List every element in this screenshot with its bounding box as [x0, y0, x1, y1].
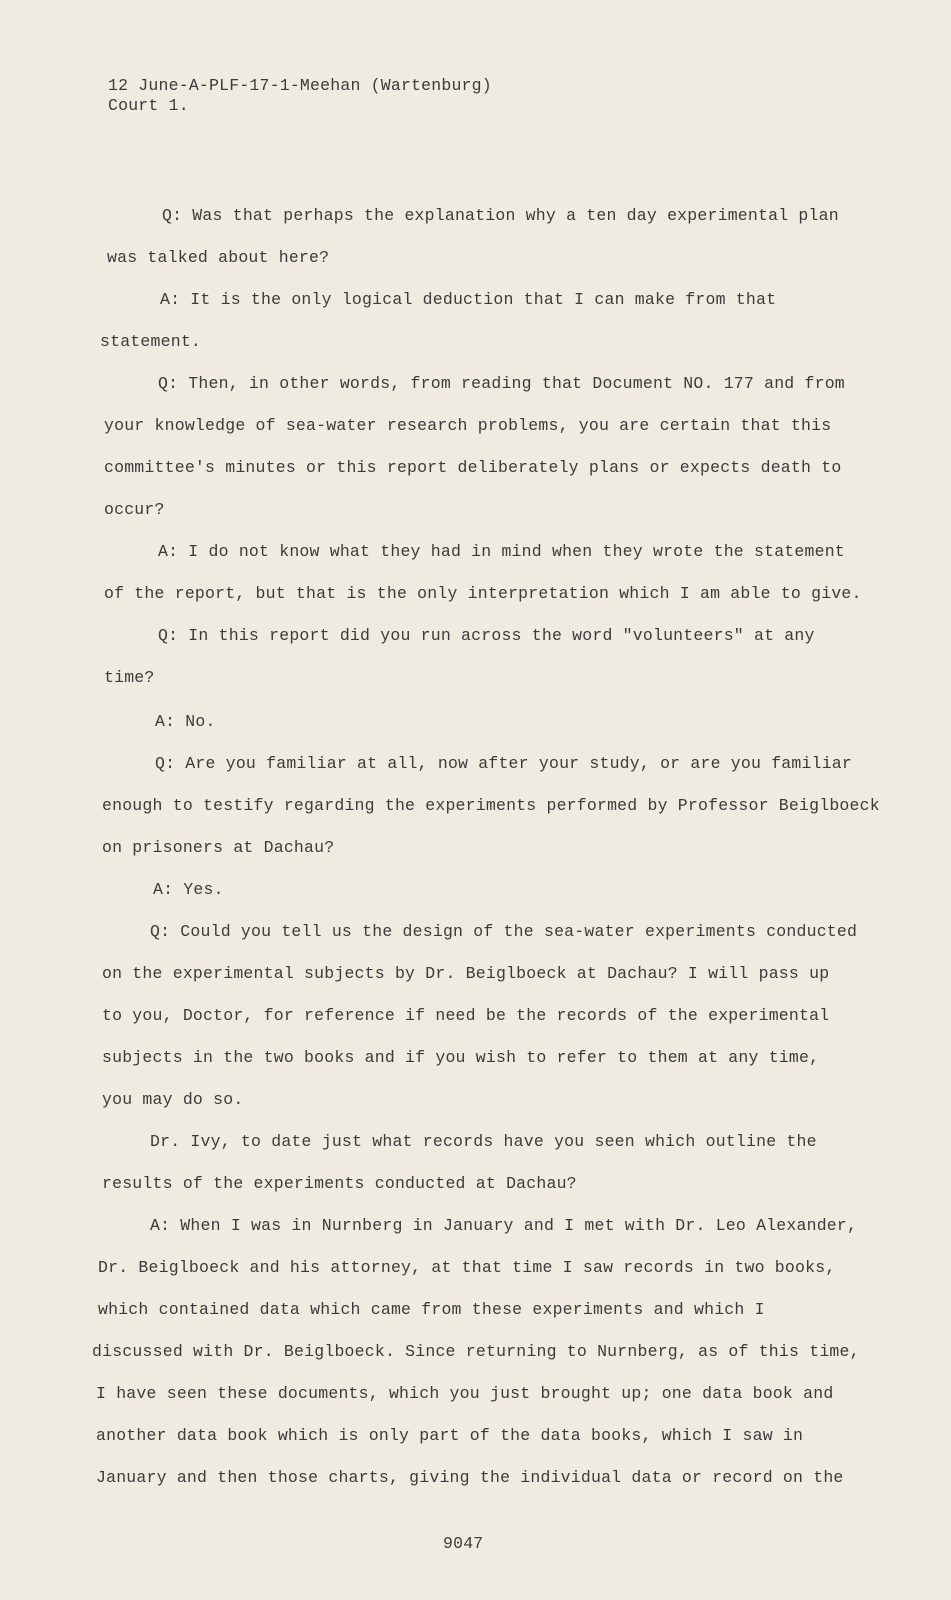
transcript-line: I have seen these documents, which you just brought up; one data book and [96, 1384, 834, 1403]
transcript-line: A: No. [155, 712, 216, 731]
transcript-line: another data book which is only part of the data books, which I saw in [96, 1426, 804, 1445]
transcript-line: A: I do not know what they had in mind when they wrote the statement [158, 542, 845, 561]
transcript-line: A: Yes. [153, 880, 224, 899]
transcript-line: A: It is the only logical deduction that I can make from that [160, 290, 777, 309]
transcript-line: Q: Then, in other words, from reading that Document NO. 177 and from [158, 374, 845, 393]
transcript-line: committee's minutes or this report deliberately plans or expects death to [104, 458, 842, 477]
transcript-line: on prisoners at Dachau? [102, 838, 335, 857]
transcript-line: of the report, but that is the only interpretation which I am able to give. [104, 584, 862, 603]
transcript-line: to you, Doctor, for reference if need be the records of the experimental [102, 1006, 830, 1025]
transcript-line: A: When I was in Nurnberg in January and I met with Dr. Leo Alexander, [150, 1216, 858, 1235]
header-court: Court 1. [108, 96, 189, 115]
transcript-line: your knowledge of sea-water research problems, you are certain that this [104, 416, 832, 435]
transcript-line: January and then those charts, giving the individual data or record on the [96, 1468, 844, 1487]
transcript-line: Q: Could you tell us the design of the sea-water experiments conducted [150, 922, 858, 941]
page-number: 9047 [443, 1534, 484, 1553]
transcript-line: was talked about here? [107, 248, 330, 267]
transcript-line: Q: Was that perhaps the explanation why a ten day experimental plan [162, 206, 839, 225]
transcript-line: enough to testify regarding the experiments performed by Professor Beiglboeck [102, 796, 880, 815]
transcript-line: discussed with Dr. Beiglboeck. Since returning to Nurnberg, as of this time, [92, 1342, 860, 1361]
transcript-line: Dr. Beiglboeck and his attorney, at that time I saw records in two books, [98, 1258, 836, 1277]
transcript-line: Q: In this report did you run across the word "volunteers" at any [158, 626, 815, 645]
transcript-line: on the experimental subjects by Dr. Beiglboeck at Dachau? I will pass up [102, 964, 830, 983]
transcript-line: Dr. Ivy, to date just what records have you seen which outline the [150, 1132, 817, 1151]
transcript-line: subjects in the two books and if you wish to refer to them at any time, [102, 1048, 820, 1067]
transcript-line: Q: Are you familiar at all, now after your study, or are you familiar [155, 754, 853, 773]
transcript-line: occur? [104, 500, 165, 519]
transcript-line: you may do so. [102, 1090, 244, 1109]
transcript-line: time? [104, 668, 155, 687]
transcript-line: statement. [100, 332, 202, 351]
transcript-line: results of the experiments conducted at Dachau? [102, 1174, 577, 1193]
header-reference: 12 June-A-PLF-17-1-Meehan (Wartenburg) [108, 76, 492, 95]
transcript-line: which contained data which came from these experiments and which I [98, 1300, 765, 1319]
